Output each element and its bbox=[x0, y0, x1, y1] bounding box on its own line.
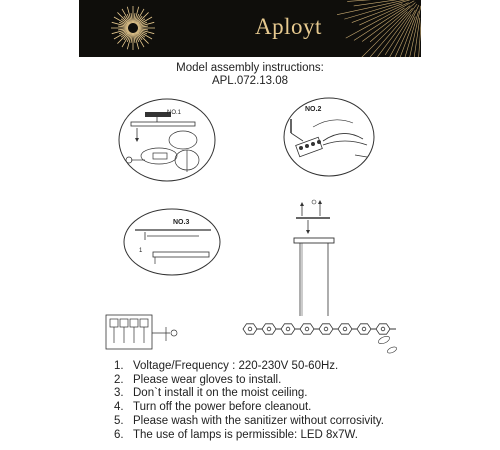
lamp-bulb-icon bbox=[305, 327, 309, 331]
corner-rays-decoration bbox=[331, 0, 421, 57]
brand-banner bbox=[79, 0, 421, 57]
step3-diagram bbox=[123, 208, 221, 276]
instruction-item: 2. Please wear gloves to install. bbox=[114, 373, 282, 386]
model-number: APL.072.13.08 bbox=[211, 75, 289, 87]
instruction-item: 4. Turn off the power before cleanout. bbox=[114, 401, 312, 414]
step3-label: NO.3 bbox=[173, 219, 190, 226]
svg-text:1: 1 bbox=[139, 248, 143, 254]
instruction-item: 3. Don`t install it on the moist ceiling. bbox=[114, 387, 308, 400]
lamp-bulb-icon bbox=[362, 327, 366, 331]
lamp-bulb-icon bbox=[343, 327, 347, 331]
instruction-item: 6. The use of lamps is permissible: LED 8x7W. bbox=[114, 428, 358, 441]
step1-label: NO.1 bbox=[167, 110, 182, 116]
document-title: Model assembly instructions: bbox=[176, 62, 324, 74]
step2-label: NO.2 bbox=[305, 106, 322, 113]
wiring-diagram bbox=[104, 313, 186, 355]
lamp-bulb-icon bbox=[286, 327, 290, 331]
instructions-list bbox=[114, 360, 384, 442]
brand-name: Aployt bbox=[255, 14, 322, 39]
lamp-bulb-icon bbox=[381, 327, 385, 331]
lamp-bulb-icon bbox=[267, 327, 271, 331]
step1-diagram bbox=[117, 98, 217, 183]
sunburst-logo-icon bbox=[99, 0, 179, 57]
chandelier-diagram bbox=[236, 198, 416, 358]
instruction-item: 1. Voltage/Frequency : 220-230V 50-60Hz. bbox=[114, 360, 339, 372]
step2-diagram bbox=[283, 97, 375, 177]
lamp-bulb-icon bbox=[324, 327, 328, 331]
instruction-item: 5. Please wash with the sanitizer without corrosivity. bbox=[114, 414, 384, 427]
lamp-bulb-icon bbox=[248, 327, 252, 331]
